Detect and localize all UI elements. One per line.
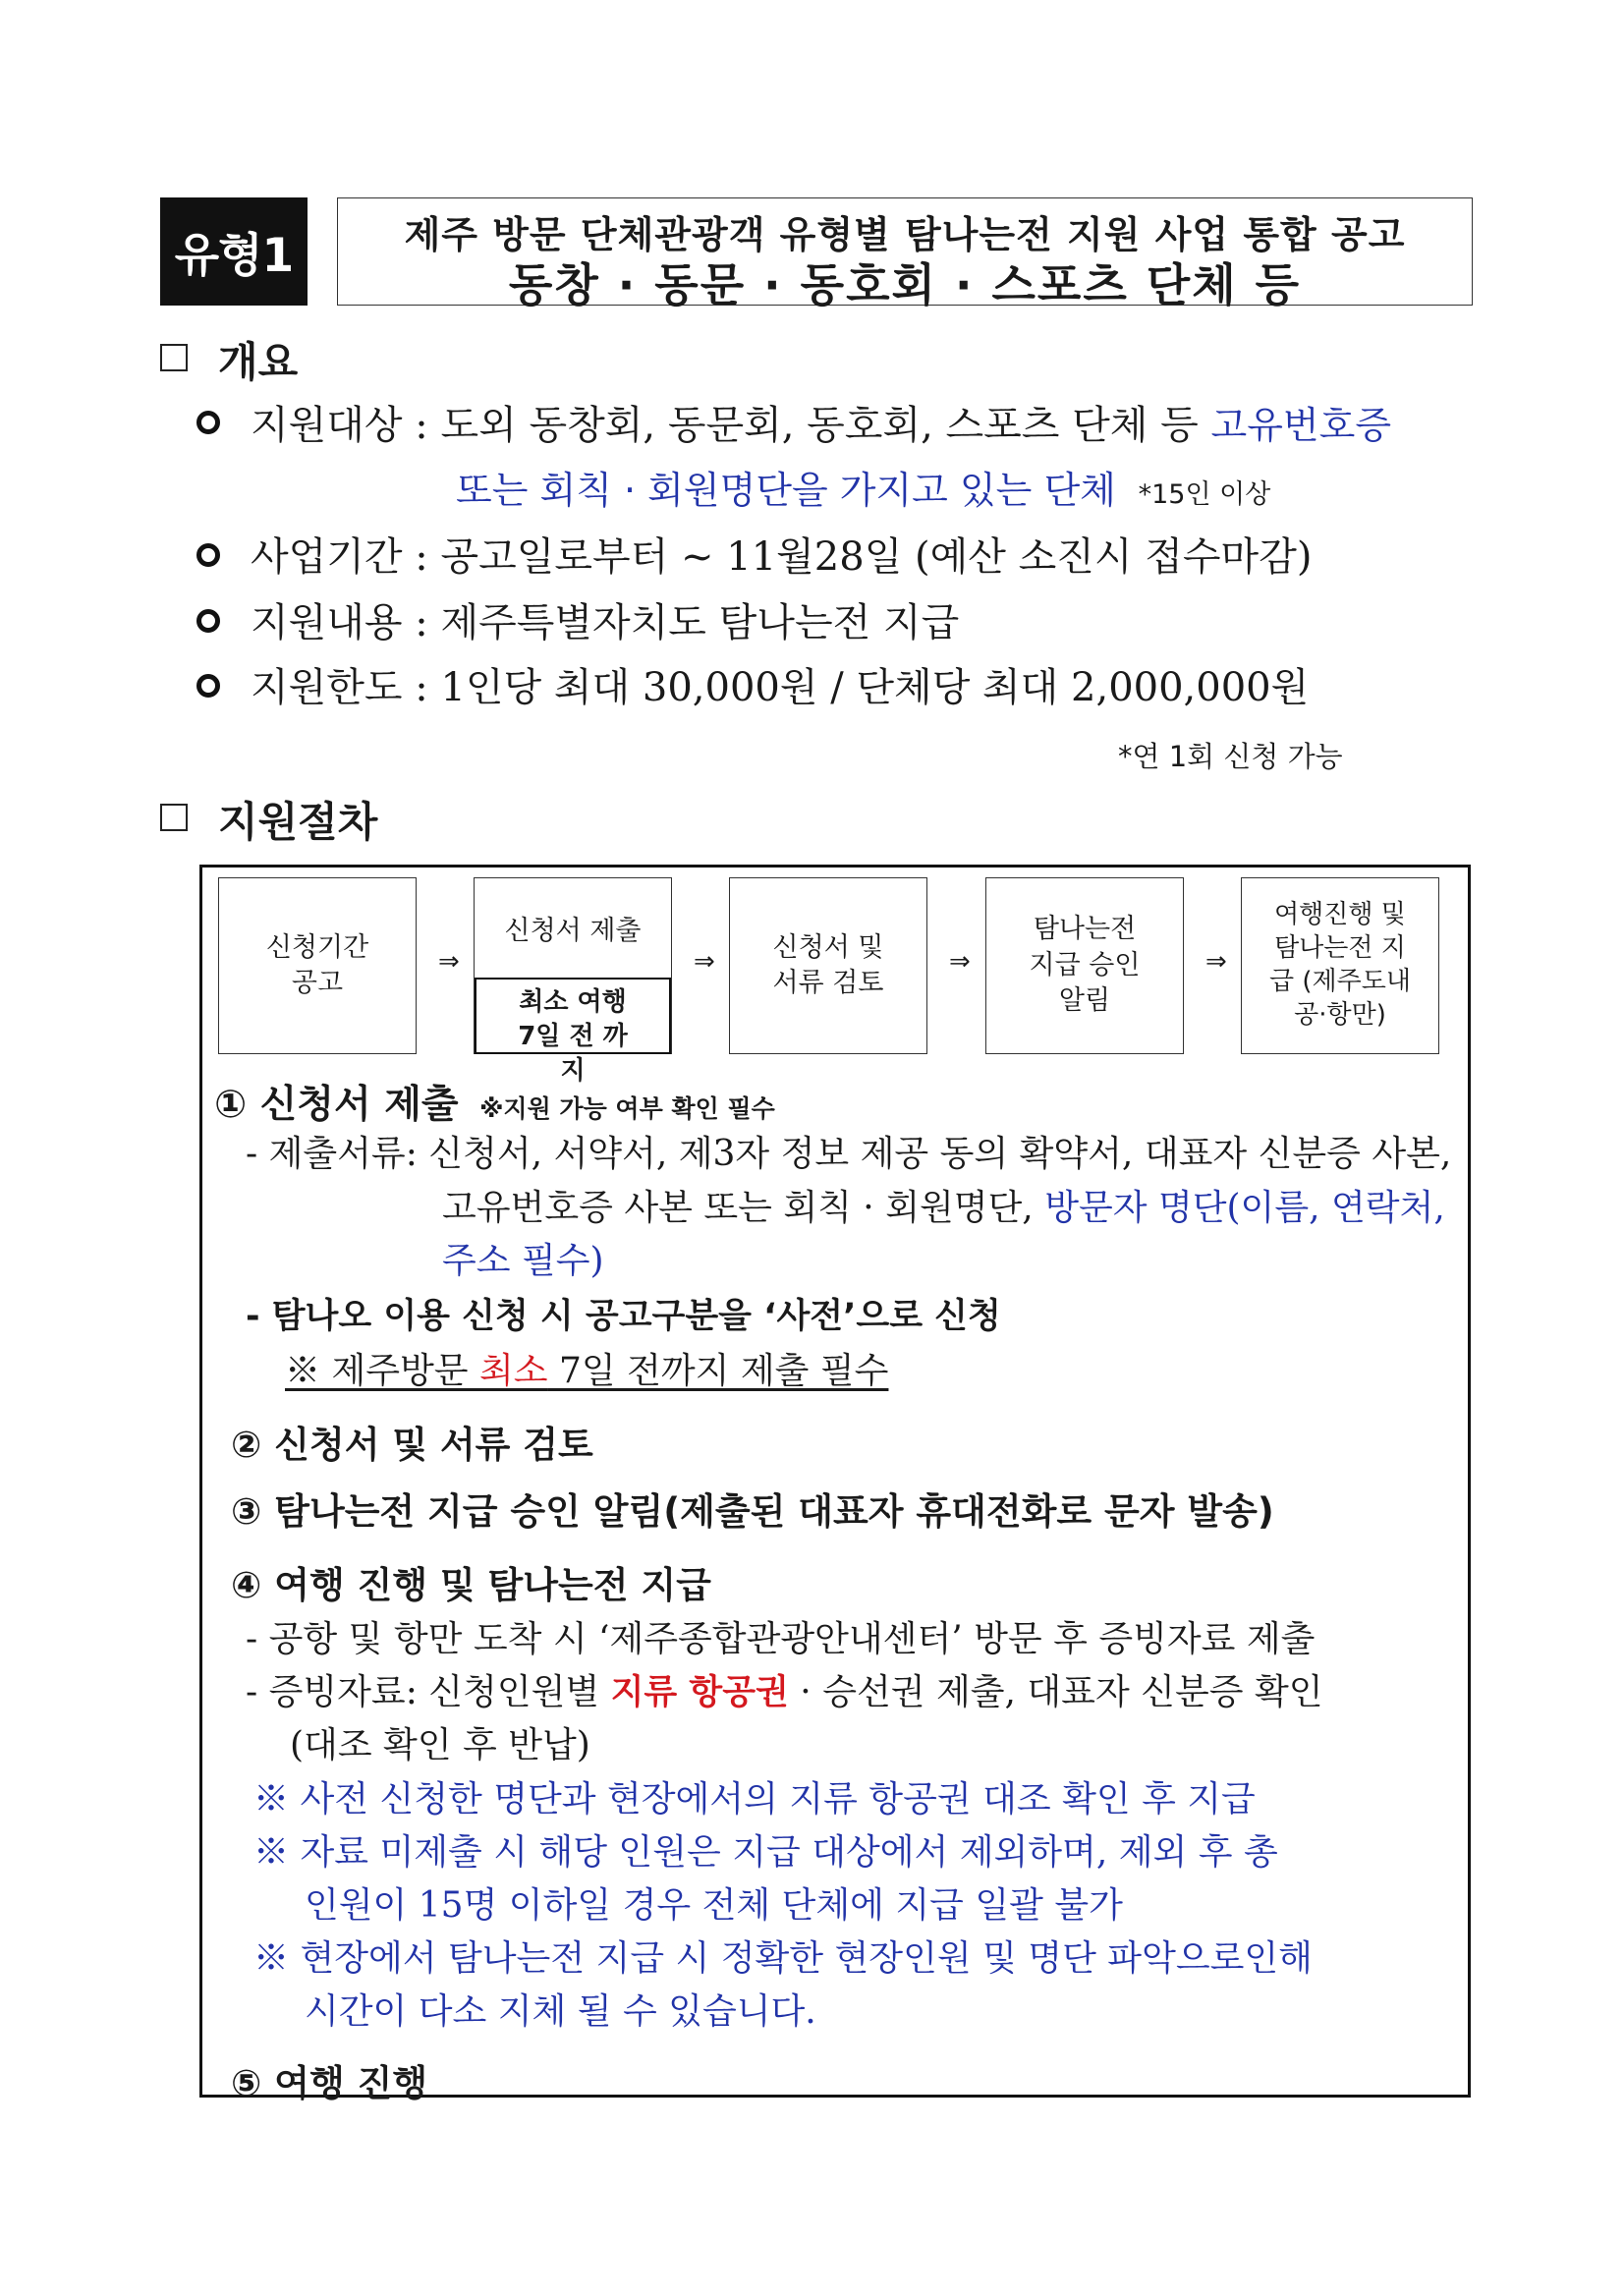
- flow-step-3: 신청서 및 서류 검토: [729, 877, 927, 1054]
- title-box: [337, 197, 1473, 311]
- target-line-2: [456, 460, 1270, 514]
- flow-step-4: 탐나는전 지급 승인 알림: [985, 877, 1184, 1054]
- step-4-note-2: ※ 자료 미제출 시 해당 인원은 지급 대상에서 제외하며, 제외 후 총: [253, 1832, 1278, 1873]
- content-line: 지원내용 : 제주특별자치도 탐나는전 지급: [251, 600, 960, 645]
- circle-bullet-icon: [196, 543, 220, 567]
- target-highlight-2: 또는 회칙 · 회원명단을 가지고 있는 단체: [456, 469, 1116, 512]
- step-2-title: ② 신청서 및 서류 검토: [231, 1424, 593, 1466]
- target-label: 지원대상 :: [251, 403, 441, 448]
- step-1-title: ① 신청서 제출 ※지원 가능 여부 확인 필수: [214, 1083, 775, 1127]
- procedure-heading: 지원절차: [218, 798, 378, 846]
- flow-step-5: 여행진행 및 탐나는전 지급 (제주도내 공·항만): [1241, 877, 1439, 1054]
- period-line: 사업기간 : 공고일로부터 ~ 11월28일 (예산 소진시 접수마감): [251, 534, 1313, 580]
- target-note: *15인 이상: [1138, 479, 1271, 510]
- circle-bullet-icon: [196, 411, 220, 434]
- type-badge: 유형1: [160, 197, 308, 306]
- step-1-docs: - 제출서류: 신청서, 서약서, 제3자 정보 제공 동의 확약서, 대표자 신분증 사본,: [246, 1134, 1452, 1174]
- flow-step-1: 신청기간 공고: [218, 877, 417, 1054]
- flow-arrow-icon: ⇒: [438, 947, 460, 977]
- step-1-docs-cont-2: 주소 필수): [442, 1241, 604, 1281]
- step-1-docs-cont: 고유번호증 사본 또는 회칙 · 회원명단, 방문자 명단(이름, 연락처,: [442, 1188, 1445, 1228]
- step-4-line-2: - 증빙자료: 신청인원별 지류 항공권 · 승선권 제출, 대표자 신분증 확인: [246, 1672, 1323, 1712]
- step-4-title: ④ 여행 진행 및 탐나는전 지급: [231, 1564, 711, 1606]
- step-1-tamnao: - 탐나오 이용 신청 시 공고구분을 ‘사전’으로 신청: [246, 1297, 1001, 1336]
- flow-arrow-icon: ⇒: [1205, 947, 1227, 977]
- flow-arrow-icon: ⇒: [949, 947, 971, 977]
- step-4-note-3-cont: 시간이 다소 지체 될 수 있습니다.: [305, 1991, 816, 2032]
- overview-heading: 개요: [218, 338, 299, 386]
- target-line: [251, 394, 1391, 450]
- step-4-note-1: ※ 사전 신청한 명단과 현장에서의 지류 항공권 대조 확인 후 지급: [253, 1779, 1256, 1820]
- limit-line: 지원한도 : 1인당 최대 30,000원 / 단체당 최대 2,000,000원: [251, 665, 1310, 710]
- section-checkbox-icon: [160, 804, 188, 831]
- section-checkbox-icon: [160, 344, 188, 371]
- step-4-line-1: - 공항 및 항만 도착 시 ‘제주종합관광안내센터’ 방문 후 증빙자료 제출: [246, 1619, 1316, 1659]
- circle-bullet-icon: [196, 609, 220, 633]
- target-text: 도외 동창회, 동문회, 동호회, 스포츠 단체 등: [440, 403, 1211, 448]
- flow-step-2: 신청서 제출 최소 여행 7일 전 까지: [474, 877, 672, 1054]
- step-4-note-2-cont: 인원이 15명 이하일 경우 전체 단체에 지급 일괄 불가: [305, 1885, 1123, 1926]
- step-1-warning: ※ 제주방문 최소 7일 전까지 제출 필수: [285, 1351, 889, 1391]
- step-3-title: ③ 탐나는전 지급 승인 알림(제출된 대표자 휴대전화로 문자 발송): [231, 1490, 1274, 1533]
- page-title: 동창 · 동문 · 동호회 · 스포츠 단체 등: [508, 258, 1302, 311]
- limit-note: *연 1회 신청 가능: [1118, 740, 1343, 773]
- circle-bullet-icon: [196, 674, 220, 698]
- title-subheading: 제주 방문 단체관광객 유형별 탐나는전 지원 사업 통합 공고: [404, 213, 1406, 256]
- step-4-line-3: (대조 확인 후 반납): [290, 1725, 590, 1765]
- step-4-note-3: ※ 현장에서 탐나는전 지급 시 정확한 현장인원 및 명단 파악으로인해: [253, 1938, 1313, 1979]
- flow-deadline-box: 최소 여행 7일 전 까지: [475, 978, 671, 1054]
- step-1-note: ※지원 가능 여부 확인 필수: [479, 1094, 775, 1123]
- step-5-title: ⑤ 여행 진행: [231, 2062, 428, 2104]
- flow-arrow-icon: ⇒: [694, 947, 715, 977]
- target-highlight: 고유번호증: [1210, 404, 1392, 447]
